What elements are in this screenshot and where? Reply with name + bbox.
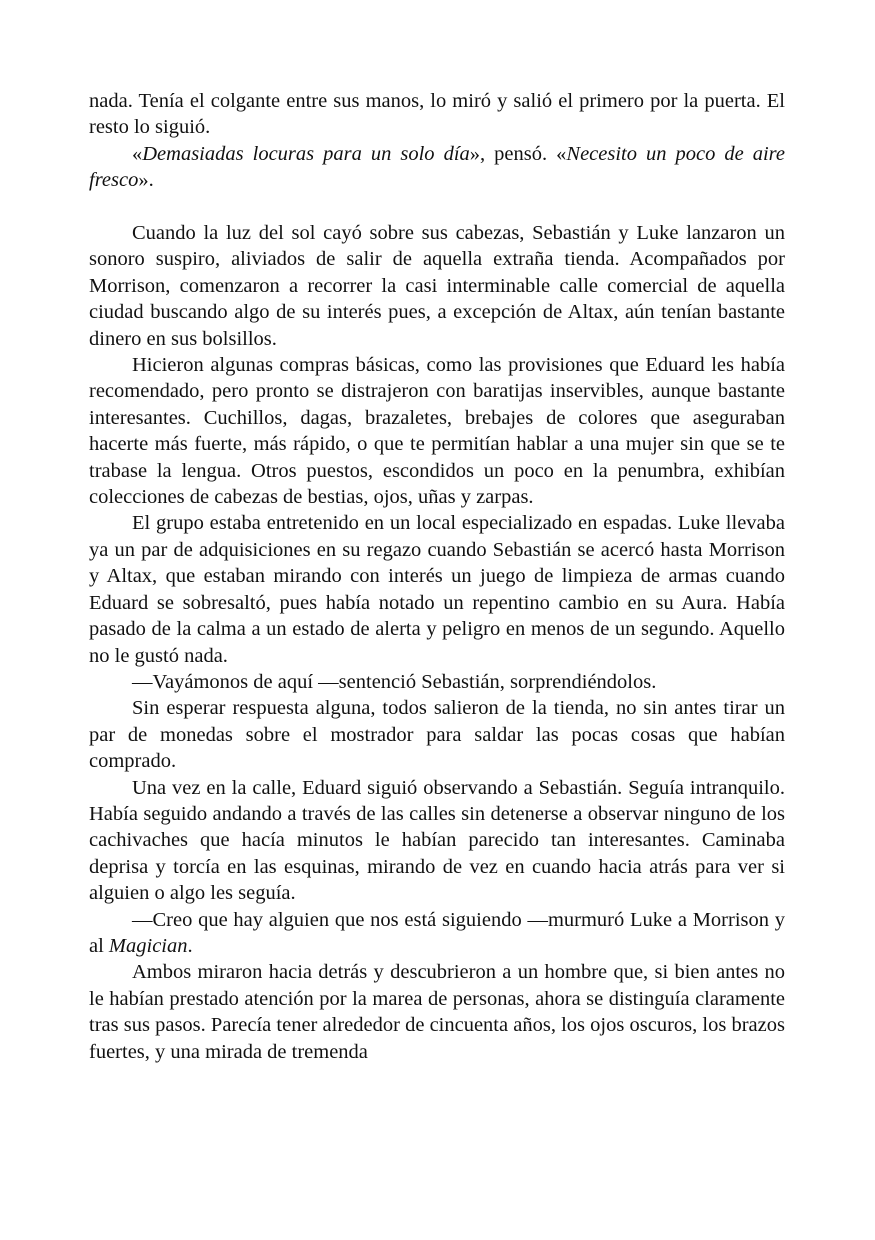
italic-text: Magician [108, 934, 188, 957]
paragraph-text: nada. Tenía el colgante entre sus manos, lo miró y salió el primero por la puerta. El resto lo siguió. [89, 90, 785, 139]
paragraph-text: Sin esperar respuesta alguna, todos salieron de la tienda, no sin antes tirar un par de monedas sobre el mostrador para saldar las pocas cosas que habían comprado. [89, 697, 785, 773]
paragraph-text: Cuando la luz del sol cayó sobre sus cabezas, Sebastián y Luke lanzaron un sonoro suspiro, aliviados de salir de aquella extraña tienda. Acompañados por Morrison, comenzaron a recorrer la casi interminable calle comercial de aquella ciudad buscando algo de su interés pues, a excepción de Altax, aún tenían bastante dinero en sus bolsillos. [89, 222, 785, 350]
paragraph-text: —Vayámonos de aquí —sentenció Sebastián, sorprendiéndolos. [132, 670, 657, 693]
paragraph-text: Ambos miraron hacia detrás y descubrieron a un hombre que, si bien antes no le habían prestado atención por la marea de personas, ahora se distinguía claramente tras sus pasos. Parecía tener alrededor de cincuenta años, los ojos oscuros, los brazos fuertes, y una mirada de tremenda [89, 961, 785, 1063]
paragraph [89, 510, 785, 668]
italic-text: Necesito un poco de aire fresco [89, 142, 785, 192]
paragraph-text: Hicieron algunas compras básicas, como las provisiones que Eduard les había recomendado, pero pronto se distrajeron con baratijas inservibles, aunque bastante interesantes. Cuchillos, dagas, brazaletes, brebajes de colores que aseguraban hacerte más fuerte, más rápido, o que te permitían hablar a una mujer sin que se te trabase la lengua. Otros puestos, escondidos un poco en la penumbra, exhibían colecciones de cabezas de bestias, ojos, uñas y zarpas. [89, 354, 785, 509]
paragraph [89, 959, 785, 1065]
document-body [89, 88, 785, 1065]
paragraph [89, 352, 785, 510]
italic-text: Demasiadas locuras para un solo día [142, 142, 470, 165]
paragraph [89, 907, 785, 960]
paragraph-text: « [132, 142, 143, 165]
paragraph-text: ». [138, 169, 154, 192]
paragraph [89, 141, 785, 194]
paragraph [89, 775, 785, 907]
paragraph-text: », pensó. « [469, 142, 567, 165]
paragraph [89, 669, 785, 695]
paragraph-text: —Creo que hay alguien que nos está siguiendo —murmuró Luke a Morrison y al [89, 908, 785, 957]
paragraph [89, 220, 785, 352]
paragraph-text: El grupo estaba entretenido en un local especializado en espadas. Luke llevaba ya un par de adquisiciones en su regazo cuando Sebastián se acercó hasta Morrison y Altax, que estaban mirando con interés un juego de limpieza de armas cuando Eduard se sobresaltó, pues había notado un repentino cambio en su Aura. Había pasado de la calma a un estado de alerta y peligro en menos de un segundo. Aquello no le gustó nada. [89, 512, 785, 667]
paragraph [89, 695, 785, 774]
paragraph [89, 88, 785, 141]
paragraph-text: . [187, 934, 193, 957]
paragraph-text: Una vez en la calle, Eduard siguió observando a Sebastián. Seguía intranquilo. Había seguido andando a través de las calles sin detenerse a observar ninguno de los cachivaches que hacía minutos le habían parecido tan interesantes. Caminaba deprisa y torcía en las esquinas, mirando de vez en cuando hacia atrás para ver si alguien o algo les seguía. [89, 776, 785, 905]
